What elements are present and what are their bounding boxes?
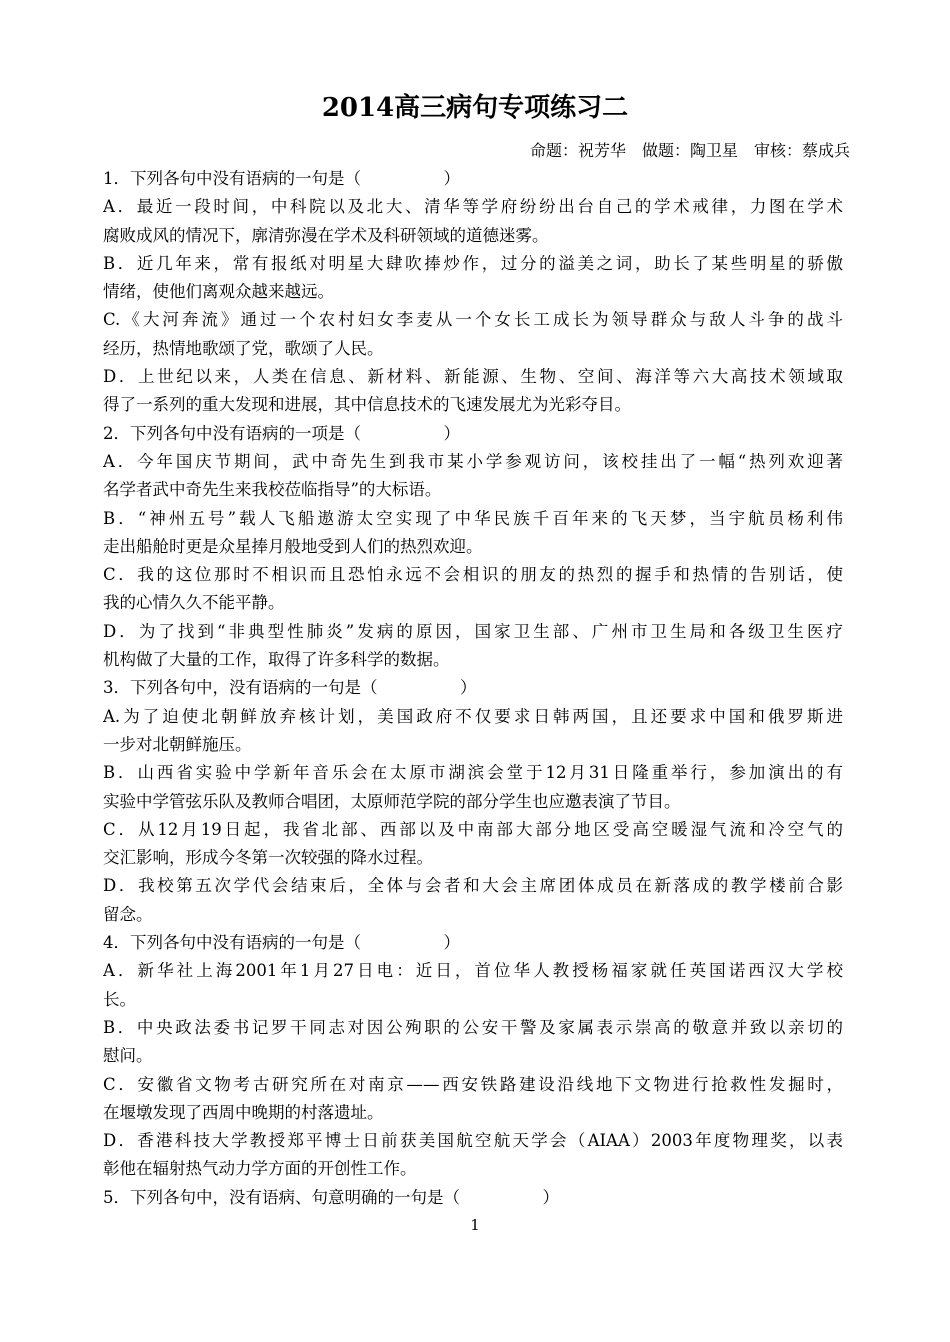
document-title: 2014高三病句专项练习二: [321, 93, 629, 123]
question-3-option-b-line-2: 实验中学管弦乐队及教师合唱团，太原师范学院的部分学生也应邀表演了节目。: [103, 791, 681, 811]
question-1-option-c-line-1: C.《大河奔流》通过一个农村妇女李麦从一个女长工成长为领导群众与敌人斗争的战斗: [103, 310, 843, 330]
question-2-option-c-line-2: 我的心情久久不能平静。: [103, 593, 285, 613]
question-4-option-a-line-2: 长。: [103, 989, 136, 1009]
question-2-option-a-line-1: A．今年国庆节期间，武中奇先生到我市某小学参观访问，该校挂出了一幅“热列欢迎著: [103, 451, 843, 471]
question-3-stem: 3．下列各句中，没有语病的一句是（ ）: [103, 678, 477, 698]
question-1-option-a-line-2: 腐败成风的情况下，廓清弥漫在学术及科研领域的道德迷雾。: [103, 225, 549, 245]
question-4-option-b-line-1: B．中央政法委书记罗干同志对因公殉职的公安干警及家属表示崇高的敬意并致以亲切的: [103, 1017, 843, 1037]
question-4-option-b-line-2: 慰问。: [103, 1046, 153, 1066]
question-2-stem: 2．下列各句中没有语病的一项是（ ）: [103, 423, 460, 443]
question-3-option-c-line-1: C．从12月19日起，我省北部、西部以及中南部大部分地区受高空暖湿气流和冷空气的: [103, 819, 843, 839]
question-1-stem: 1．下列各句中没有语病的一句是（ ）: [103, 169, 460, 188]
question-3-option-a-line-1: A.为了迫使北朝鲜放弃核计划，美国政府不仅要求日韩两国，且还要求中国和俄罗斯进: [103, 706, 843, 726]
question-2-option-b-line-2: 走出船舱时更是众星捧月般地受到人们的热烈欢迎。: [103, 536, 483, 556]
question-4-option-c-line-2: 在堰墩发现了西周中晚期的村落遗址。: [103, 1102, 384, 1122]
question-2-option-b-line-1: B．“神州五号”载人飞船遨游太空实现了中华民族千百年来的飞天梦，当宇航员杨利伟: [103, 508, 843, 528]
document-body: [103, 165, 843, 1212]
question-1-option-d-line-1: D．上世纪以来，人类在信息、新材料、新能源、生物、空间、海洋等六大高技术领域取: [103, 367, 843, 387]
question-3-option-b-line-1: B．山西省实验中学新年音乐会在太原市湖滨会堂于12月31日隆重举行，参加演出的有: [103, 763, 843, 783]
page-number: 1: [470, 1216, 480, 1234]
question-3-option-c-line-2: 交汇影响，形成今冬第一次较强的降水过程。: [103, 848, 433, 868]
question-1-option-c-line-2: 经历，热情地歌颂了党，歌颂了人民。: [103, 338, 384, 358]
question-3-option-d-line-2: 留念。: [103, 904, 153, 924]
question-3-option-a-line-2: 一步对北朝鲜施压。: [103, 734, 252, 754]
question-5-stem: 5．下列各句中，没有语病、句意明确的一句是（ ）: [103, 1187, 559, 1207]
question-2-option-a-line-2: 名学者武中奇先生来我校莅临指导”的大标语。: [103, 480, 442, 500]
question-2-option-c-line-1: C．我的这位那时不相识而且恐怕永远不会相识的朋友的热烈的握手和热情的告别话，使: [103, 565, 843, 585]
question-2-option-d-line-1: D．为了找到“非典型性肺炎”发病的原因，国家卫生部、广州市卫生局和各级卫生医疗: [103, 621, 843, 641]
question-4-option-d-line-2: 彰他在辐射热气动力学方面的开创性工作。: [103, 1159, 417, 1179]
question-1-option-b-line-2: 情绪，使他们离观众越来越远。: [103, 282, 334, 302]
question-4-option-a-line-1: A．新华社上海2001年1月27日电：近日，首位华人教授杨福家就任英国诺西汉大学校: [103, 961, 843, 981]
question-3-option-d-line-1: D．我校第五次学代会结束后，全体与会者和大会主席团体成员在新落成的教学楼前合影: [103, 876, 843, 896]
question-4-stem: 4．下列各句中没有语病的一句是（ ）: [103, 933, 460, 953]
question-1-option-b-line-1: B．近几年来，常有报纸对明星大肆吹捧炒作，过分的溢美之词，助长了某些明星的骄傲: [103, 253, 843, 273]
document-credits: 命题：祝芳华 做题：陶卫星 审核：蔡成兵: [529, 141, 850, 160]
question-1-option-d-line-2: 得了一系列的重大发现和进展，其中信息技术的飞速发展尤为光彩夺目。: [103, 395, 631, 415]
question-1-option-a-line-1: A．最近一段时间，中科院以及北大、清华等学府纷纷出台自己的学术戒律，力图在学术: [103, 197, 843, 217]
question-2-option-d-line-2: 机构做了大量的工作，取得了许多科学的数据。: [103, 650, 450, 670]
question-4-option-c-line-1: C．安徽省文物考古研究所在对南京——西安铁路建设沿线地下文物进行抢救性发掘时，: [103, 1074, 843, 1094]
question-4-option-d-line-1: D．香港科技大学教授郑平博士日前获美国航空航天学会（AIAA）2003年度物理奖，以表: [103, 1131, 843, 1151]
